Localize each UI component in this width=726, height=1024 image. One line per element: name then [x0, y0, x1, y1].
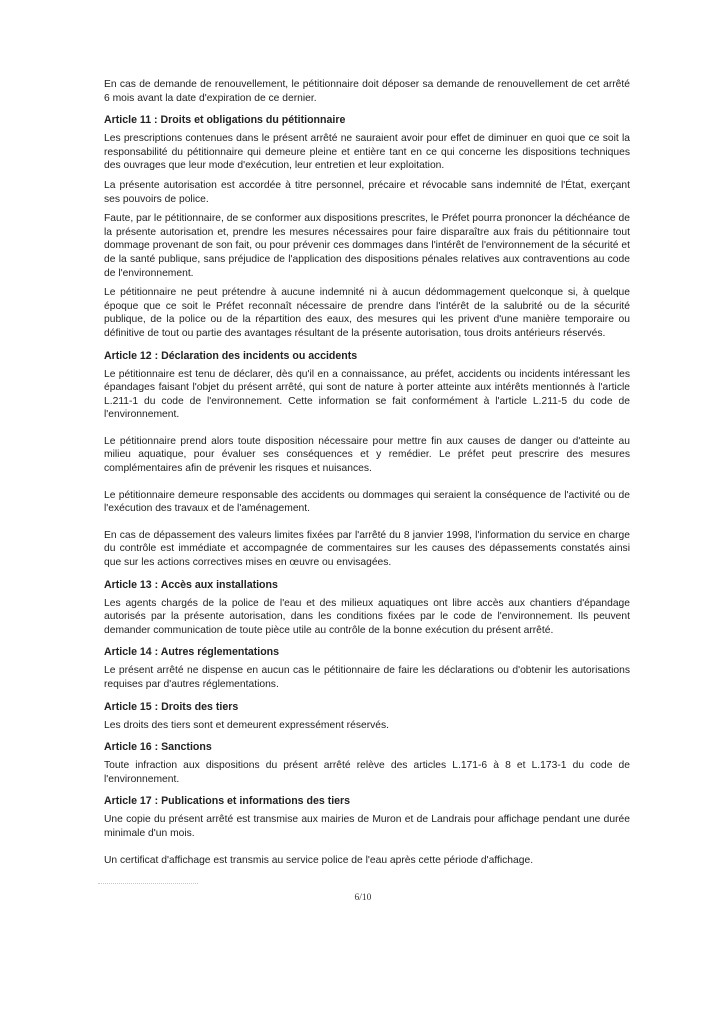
article-11-paragraph: Les prescriptions contenues dans le présent arrêté ne sauraient avoir pour effet de diminuer en quoi que ce soit la responsabilité du pétitionnaire qui demeure pleine et entière tant en ce qui concerne les dispositions techniques des ouvrages que leur mode d'exécution, leur entretien et leur exploitation. — [104, 133, 630, 172]
article-11-paragraph: Le pétitionnaire ne peut prétendre à aucune indemnité ni à aucun dédommagement quelconque si, à quelque époque que ce soit le Préfet reconnaît nécessaire de prendre dans l'intérêt de la salubrité ou de la sécurité publique, de la police ou de la répartition des eaux, des mesures qui les privent d'une manière temporaire ou définitive de tout ou partie des avantages résultant de la présente autorisation, tous droits antérieurs réservés. — [104, 287, 630, 339]
article-13-heading: Article 13 : Accès aux installations — [104, 578, 278, 591]
article-17-paragraph: Une copie du présent arrêté est transmise aux mairies de Muron et de Landrais pour affichage pendant une durée minimale d'un mois. — [104, 814, 630, 839]
article-16-paragraph: Toute infraction aux dispositions du présent arrêté relève des articles L.171-6 à 8 et L.173-1 du code de l'environnement. — [104, 760, 630, 785]
article-11-paragraph: La présente autorisation est accordée à titre personnel, précaire et révocable sans indemnité de l'État, exerçant ses pouvoirs de police. — [104, 179, 630, 205]
page-number: 6/10 — [354, 893, 372, 903]
article-14-heading: Article 14 : Autres réglementations — [104, 646, 280, 659]
article-12-paragraph: Le pétitionnaire est tenu de déclarer, dès qu'il en a connaissance, au préfet, accidents ou incidents intéressant les épandages faisant l'objet du présent arrêté, qui sont de nature à porter atteinte aux intérêts mentionnés à l'article L.211-1 du code de l'environnement. Cette information se fait conformément à l'article L.211-5 du code de l'environnement. — [104, 368, 630, 421]
article-13-paragraph: Les agents chargés de la police de l'eau et des milieux aquatiques ont libre accès aux chantiers d'épandage autorisés par la présente autorisation, dans les conditions fixées par le code de l'environnement. Ils peuvent demander communication de toute pièce utile au contrôle de la bonne exécution du présent arrêté. — [104, 597, 630, 636]
article-17-heading: Article 17 : Publications et informations des tiers — [104, 795, 351, 808]
article-11-paragraph: Faute, par le pétitionnaire, de se conformer aux dispositions prescrites, le Préfet pourra prononcer la déchéance de la présente autorisation et, prendre les mesures nécessaires pour faire disparaître aux frais du pétitionnaire tout dommage provenant de son fait, ou pour prévenir ces dommages dans l'intérêt de l'environnement de la sécurité et de la santé publique, sans préjudice de l'application des dispositions pénales relatives aux contraventions au code de l'environnement. — [104, 213, 630, 279]
renewal-paragraph: En cas de demande de renouvellement, le pétitionnaire doit déposer sa demande de renouvellement de cet arrêté 6 mois avant la date d'expiration de ce dernier. — [104, 79, 630, 104]
article-17-paragraph: Un certificat d'affichage est transmis au service police de l'eau après cette période d'affichage. — [104, 854, 534, 866]
article-14-paragraph: Le présent arrêté ne dispense en aucun cas le pétitionnaire de faire les déclarations ou d'obtenir les autorisations requises par d'autres réglementations. — [104, 665, 630, 690]
article-15-heading: Article 15 : Droits des tiers — [104, 700, 239, 713]
article-12-heading: Article 12 : Déclaration des incidents ou accidents — [104, 349, 358, 362]
article-15-paragraph: Les droits des tiers sont et demeurent expressément réservés. — [104, 719, 390, 731]
article-16-heading: Article 16 : Sanctions — [104, 741, 212, 754]
article-12-paragraph: Le pétitionnaire demeure responsable des accidents ou dommages qui seraient la conséquence de l'activité ou de l'exécution des travaux et de l'aménagement. — [104, 489, 630, 515]
article-12-paragraph: Le pétitionnaire prend alors toute disposition nécessaire pour mettre fin aux causes de danger ou d'atteinte au milieu aquatique, pour évaluer ses conséquences et y remédier. Le préfet peut prescrire des mesures complémentaires afin de prévenir les risques et nuisances. — [104, 435, 630, 475]
footer-scan-mark — [98, 883, 198, 888]
article-11-heading: Article 11 : Droits et obligations du pétitionnaire — [104, 114, 346, 127]
article-12-paragraph: En cas de dépassement des valeurs limites fixées par l'arrêté du 8 janvier 1998, l'information du service en charge du contrôle est immédiate et accompagnée de commentaires sur les causes des dépassements constatés ainsi que sur les actions correctives mises en œuvre ou envisagées. — [104, 529, 630, 569]
